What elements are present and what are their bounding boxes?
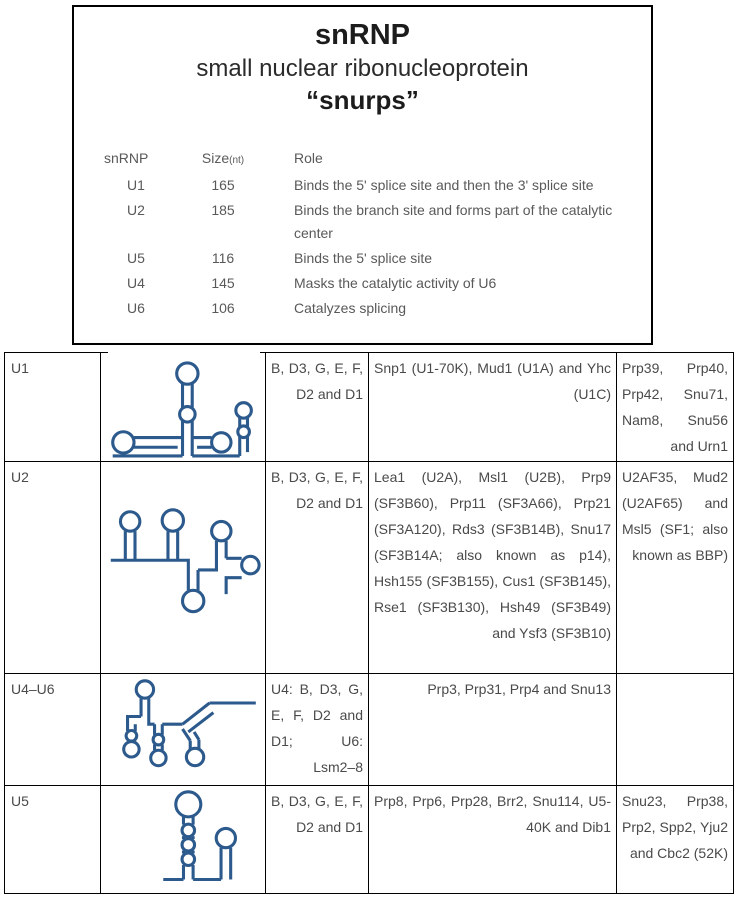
cropped-top-border-notch: [108, 350, 260, 354]
snrnp-name: U5: [127, 250, 145, 266]
snrnp-role: Binds the 5' splice site and then the 3' splice site: [294, 177, 594, 193]
snrnp-role: Binds the branch site and forms part of the catalytic center: [294, 202, 613, 241]
table-row-u2: [5, 462, 734, 674]
u4-u6-rna-structure-diagram: [103, 676, 263, 784]
row-name-cell: U1: [5, 353, 101, 462]
row-name-cell: U2: [5, 462, 101, 674]
u1-structure-diagram-cell: [101, 353, 266, 462]
snrnp-name: U6: [127, 300, 145, 316]
table-row: [104, 272, 624, 297]
snrnp-size: 106: [211, 300, 235, 316]
specific-proteins-cell: Snp1 (U1-70K), Mud1 (U1A) and Yhc (U1C): [369, 353, 617, 462]
table-row: [104, 199, 624, 247]
row-name-cell: U4–U6: [5, 674, 101, 786]
snrnp-role: Binds the 5' splice site: [294, 250, 433, 266]
column-header-snrnp: snRNP: [104, 150, 149, 166]
column-header-role: Role: [294, 150, 323, 166]
table-header-row: [104, 147, 624, 174]
snrnp-composition-table-wrap: [4, 352, 734, 894]
snrnp-header-box: [72, 5, 653, 345]
u1-rna-structure-diagram: [103, 355, 263, 460]
table-row: [104, 247, 624, 272]
page-nickname: “snurps”: [306, 85, 419, 115]
specific-proteins-cell: Prp8, Prp6, Prp28, Brr2, Snu114, U5-40K and Dib1: [369, 786, 617, 894]
sm-proteins-cell: B, D3, G, E, F, D2 and D1: [266, 353, 369, 462]
snrnp-composition-table: [4, 352, 734, 894]
sm-proteins-cell: B, D3, G, E, F, D2 and D1: [266, 786, 369, 894]
snrnp-size: 165: [211, 177, 235, 193]
additional-proteins-cell: Snu23, Prp38, Prp2, Spp2, Yju2 and Cbc2 (52K): [617, 786, 734, 894]
snrnp-size: 116: [211, 250, 235, 266]
specific-proteins-cell: Prp3, Prp31, Prp4 and Snu13: [369, 674, 617, 786]
row-name-cell: U5: [5, 786, 101, 894]
snrnp-size: 145: [211, 275, 235, 291]
additional-proteins-cell: U2AF35, Mud2 (U2AF65) and Msl5 (SF1; also known as BBP): [617, 462, 734, 674]
table-row: [104, 297, 624, 322]
table-row-u1: [5, 353, 734, 462]
snrnp-size: 185: [211, 202, 235, 218]
snrnp-name: U4: [127, 275, 145, 291]
table-row-u4-u6: [5, 674, 734, 786]
column-header-size: Size(nt): [201, 150, 245, 166]
snrnp-role: Masks the catalytic activity of U6: [294, 275, 497, 291]
table-row: [104, 174, 624, 199]
page-subtitle: small nuclear ribonucleoprotein: [196, 55, 529, 82]
additional-proteins-cell: Prp39, Prp40, Prp42, Snu71, Nam8, Snu56 and Urn1: [617, 353, 734, 462]
page-title: snRNP: [314, 19, 411, 51]
specific-proteins-cell: Lea1 (U2A), Msl1 (U2B), Prp9 (SF3B60), Prp11 (SF3A66), Prp21 (SF3A120), Rds3 (SF3B14B), Snu17 (SF3B14A; also known as p14), Hsh155 (SF3B155), Cus1 (SF3B145), Rse1 (SF3B130), Hsh49 (SF3B49) and Ysf3 (SF3B10): [369, 462, 617, 674]
snrnp-size-role-table: [104, 147, 624, 322]
u5-structure-diagram-cell: [101, 786, 266, 894]
u4-u6-structure-diagram-cell: [101, 674, 266, 786]
additional-proteins-cell: [617, 674, 734, 786]
snrnp-role: Catalyzes splicing: [294, 300, 407, 316]
table-row-u5: [5, 786, 734, 894]
sm-proteins-cell: U4: B, D3, G, E, F, D2 and D1; U6: Lsm2–8: [266, 674, 369, 786]
sm-proteins-cell: B, D3, G, E, F, D2 and D1: [266, 462, 369, 674]
snrnp-name: U1: [127, 177, 145, 193]
u2-rna-structure-diagram: [103, 504, 263, 632]
u5-rna-structure-diagram: [103, 788, 263, 892]
u2-structure-diagram-cell: [101, 462, 266, 674]
snrnp-name: U2: [127, 202, 145, 218]
title-block: [74, 7, 651, 117]
size-unit-label: (nt): [229, 155, 245, 166]
